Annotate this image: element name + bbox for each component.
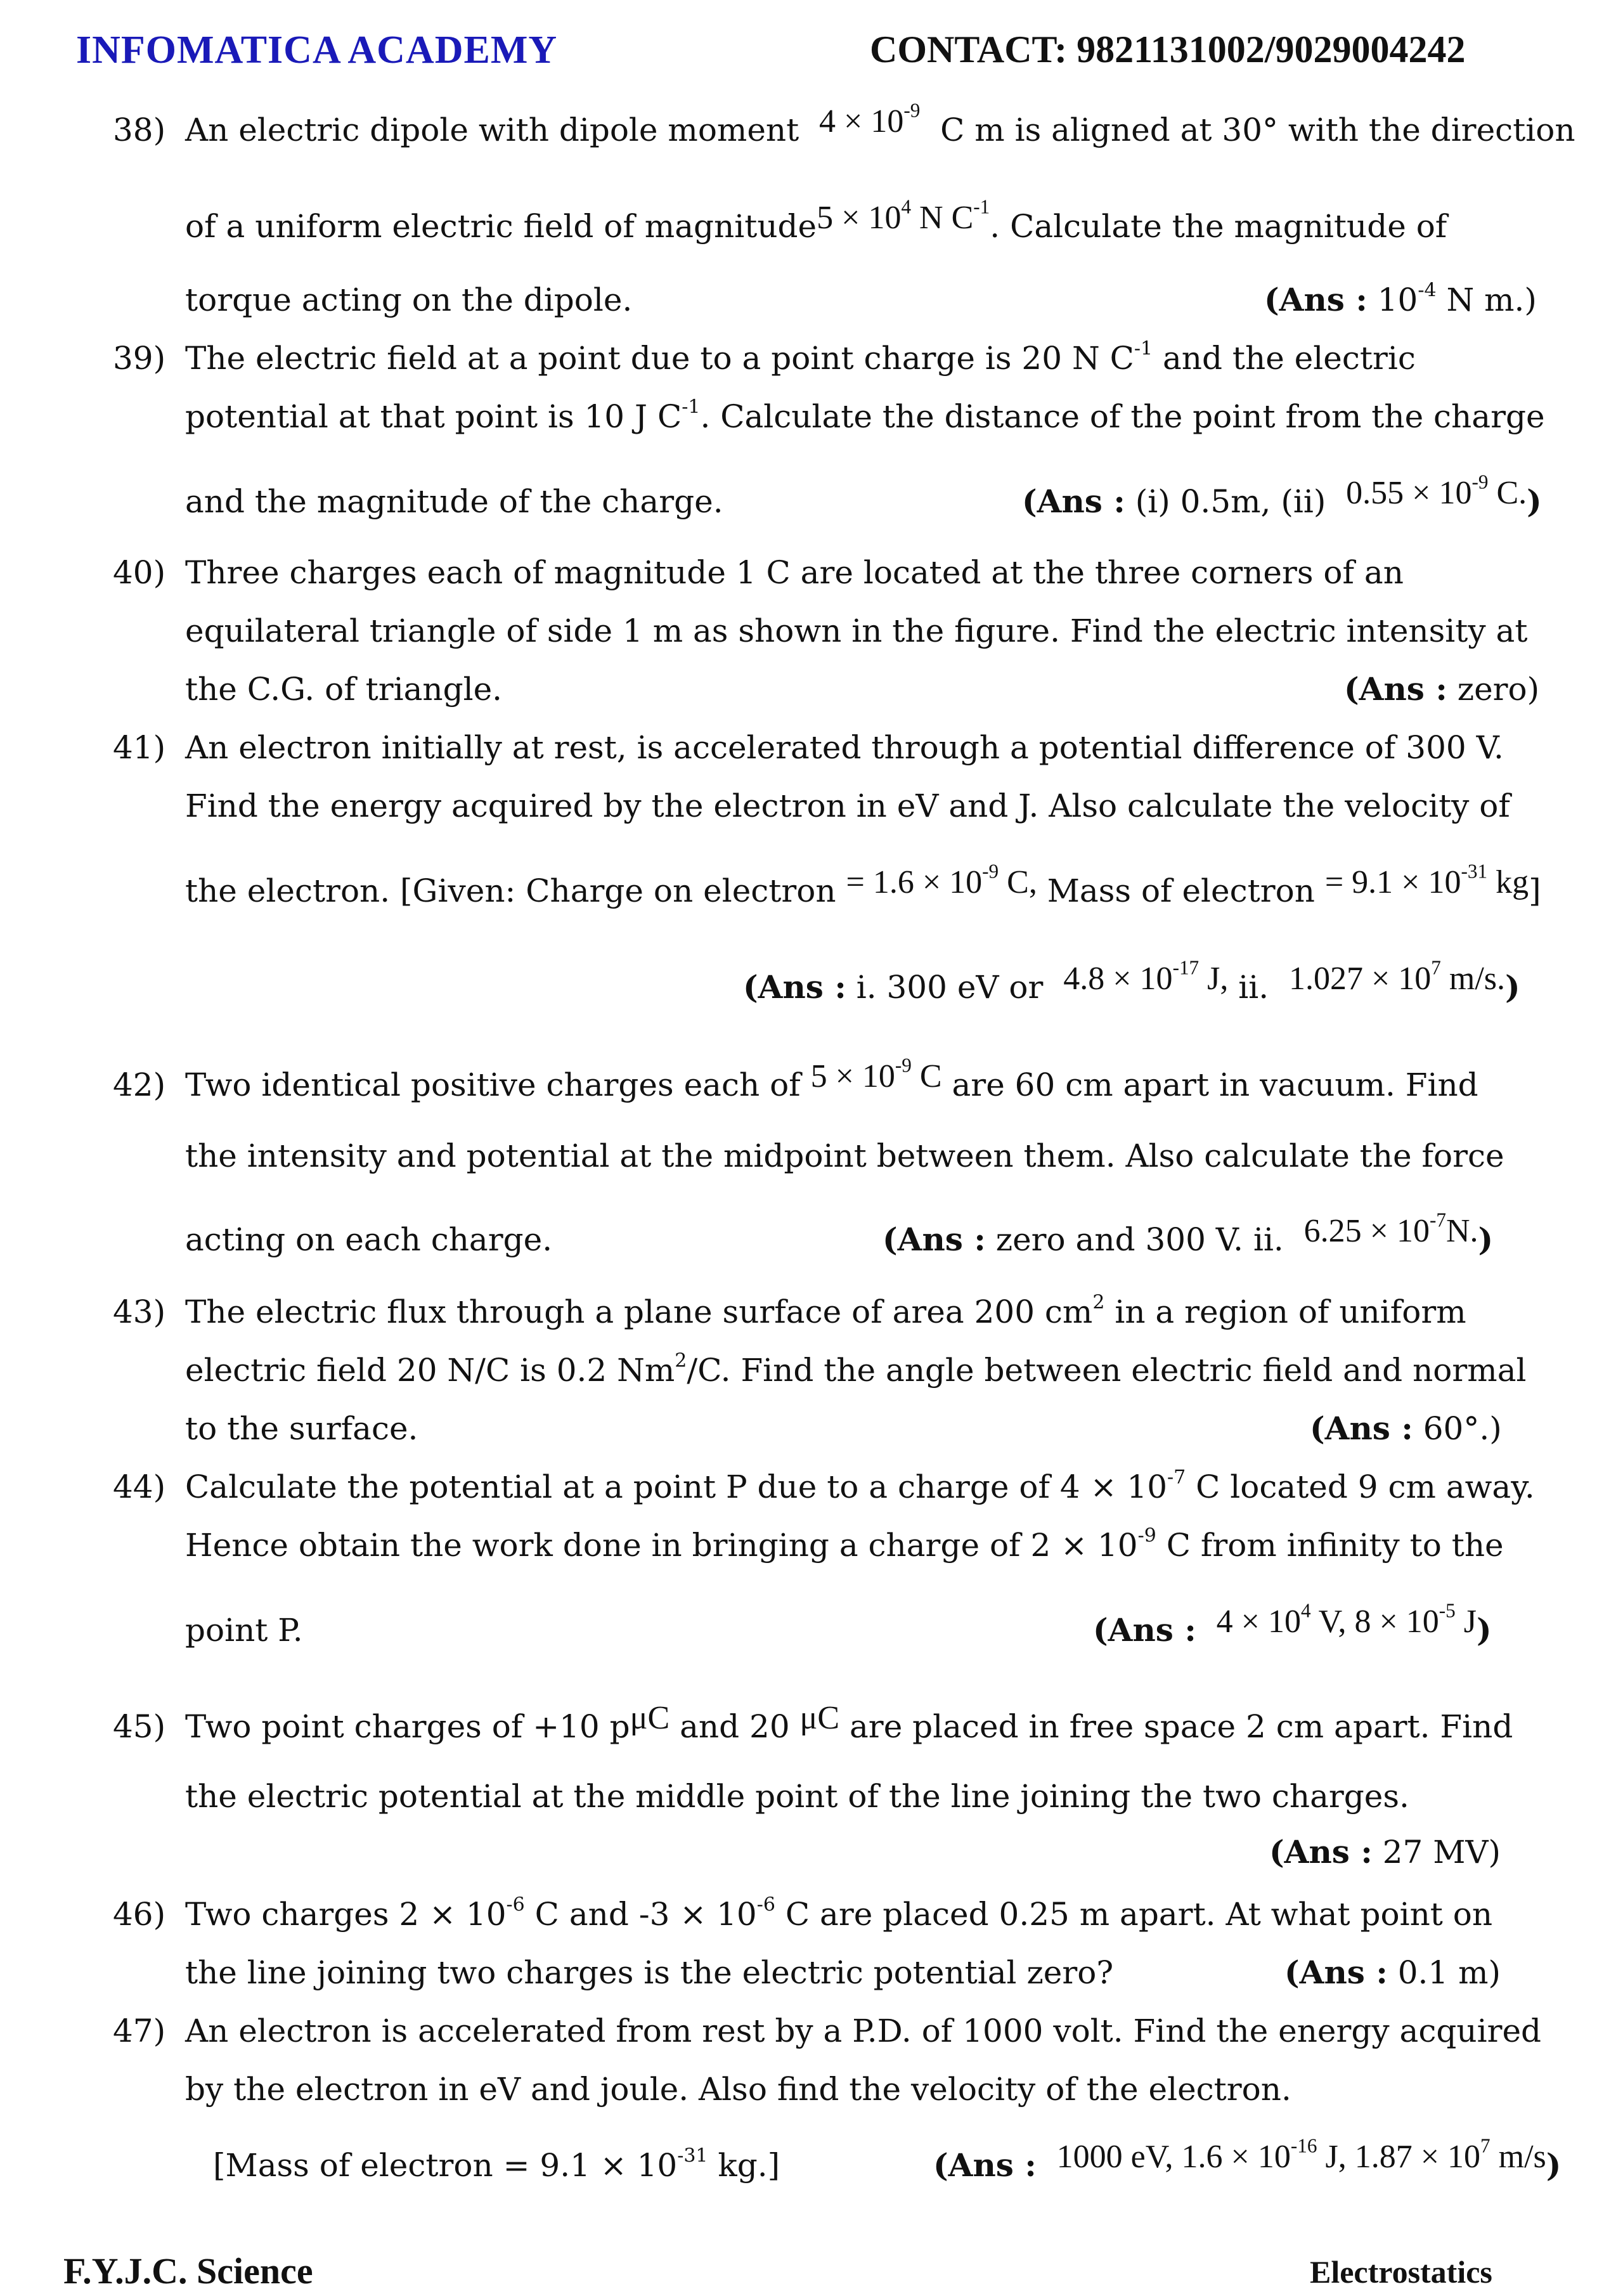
- q41-line-1: An electron initially at rest, is accelerated through a potential difference of 300 V.: [185, 729, 1504, 766]
- q47-line-2: by the electron in eV and joule. Also find the velocity of the electron.: [185, 2071, 1291, 2108]
- q43-answer: (Ans : 60°.): [1310, 1410, 1502, 1447]
- question-number-40: 40): [113, 554, 166, 591]
- q47-line-3: [Mass of electron = $9.1 \times 10^{-31}$ kg.]: [213, 2144, 780, 2184]
- q39-line-2: potential at that point is 10 J $C^{-1}$. Calculate the distance of the point from the charge: [185, 396, 1545, 435]
- question-number-39: 39): [113, 340, 166, 377]
- q40-answer: (Ans : zero): [1344, 670, 1540, 708]
- q45-line-2: the electric potential at the middle point of the line joining the two charges.: [185, 1778, 1409, 1815]
- contact-info: CONTACT: 9821131002/9029004242: [870, 29, 1466, 70]
- q41-line-3: the electron. [Given: Charge on electron = $1.6 \times 10^{-9}$ C, Mass of electron = $9.1 \times 10^{-31}$ kg]: [185, 860, 1541, 909]
- question-number-44: 44): [113, 1469, 166, 1505]
- question-number-45: 45): [113, 1708, 166, 1745]
- q40-line-1: Three charges each of magnitude 1 C are located at the three corners of an: [185, 554, 1404, 591]
- q46-answer: (Ans : 0.1 m): [1284, 1954, 1501, 1991]
- q38-line-1: An electric dipole with dipole moment $4 \times 10^{-9}$ C m is aligned at 30° with the direction: [185, 99, 1575, 148]
- q40-line-3: the C.G. of triangle.: [185, 671, 503, 708]
- footer-chapter: Electrostatics: [1310, 2254, 1492, 2290]
- academy-name: INFOMATICA ACADEMY: [76, 29, 558, 72]
- footer-course: F.Y.J.C. Science: [63, 2250, 313, 2292]
- q39-line-1: The electric field at a point due to a point charge is 20 N $C^{-1}$ and the electric: [185, 337, 1416, 377]
- q41-line-2: Find the energy acquired by the electron in eV and J. Also calculate the velocity of: [185, 788, 1510, 824]
- question-number-43: 43): [113, 1294, 166, 1330]
- q38-line-3: torque acting on the dipole.: [185, 282, 633, 318]
- q45-line-1: Two point charges of +10 pμC and 20 μC are placed in free space 2 cm apart. Find: [185, 1700, 1513, 1745]
- q43-line-1: The electric flux through a plane surface of area 200 $cm^2$ in a region of uniform: [185, 1291, 1466, 1330]
- q40-line-2: equilateral triangle of side 1 m as shown in the figure. Find the electric intensity at: [185, 613, 1528, 649]
- q44-line-2: Hence obtain the work done in bringing a charge of $2 \times 10^{-9}$ C from infinity to the: [185, 1524, 1504, 1564]
- q44-answer: (Ans : $4 \times 10^4$ V, $8 \times 10^{-5}$ J): [1093, 1599, 1492, 1649]
- q42-line-1: Two identical positive charges each of $5 \times 10^{-9}$ C are 60 cm apart in vacuum. Find: [185, 1054, 1478, 1103]
- q46-line-1: Two charges $2 \times 10^{-6}$ C and $-3 \times 10^{-6}$ C are placed 0.25 m apart. At what point on: [185, 1893, 1493, 1933]
- q47-answer: (Ans : 1000 eV, $1.6 \times 10^{-16}$ J, $1.87 \times 10^7$ m/s): [933, 2134, 1562, 2184]
- q39-line-3: and the magnitude of the charge.: [185, 483, 723, 520]
- q38-line-2: of a uniform electric field of magnitude5 × $10^4$ N $C^{-1}$. Calculate the magnitude of: [185, 195, 1447, 245]
- q38-answer: (Ans : $10^{-4}$ N m.): [1264, 279, 1537, 318]
- question-number-42: 42): [113, 1067, 166, 1103]
- q44-line-3: point P.: [185, 1612, 303, 1649]
- q41-answer: (Ans : i. 300 eV or $4.8 \times 10^{-17}$ J, ii. $1.027 \times 10^7$ m/s.): [743, 956, 1520, 1006]
- q42-answer: (Ans : zero and 300 V. ii. $6.25 \times 10^{-7}N$.): [883, 1209, 1494, 1258]
- q44-line-1: Calculate the potential at a point P due to a charge of $4 \times 10^{-7}$ C located 9 cm away.: [185, 1466, 1535, 1505]
- q39-answer: (Ans : (i) 0.5m, (ii) $0.55 \times 10^{-9}$ C.): [1022, 470, 1542, 520]
- question-number-41: 41): [113, 729, 166, 766]
- q43-line-3: to the surface.: [185, 1410, 418, 1447]
- q45-answer: (Ans : 27 MV): [1269, 1833, 1501, 1871]
- q47-line-1: An electron is accelerated from rest by a P.D. of 1000 volt. Find the energy acquired: [185, 2013, 1542, 2049]
- q43-line-2: electric field 20 N/C is 0.2 Nm$^2$/C. Find the angle between electric field and normal: [185, 1349, 1527, 1389]
- q42-line-2: the intensity and potential at the midpoint between them. Also calculate the force: [185, 1138, 1504, 1174]
- question-number-47: 47): [113, 2013, 166, 2049]
- question-number-46: 46): [113, 1896, 166, 1933]
- q46-line-2: the line joining two charges is the electric potential zero?: [185, 1954, 1114, 1991]
- q42-line-3: acting on each charge.: [185, 1221, 553, 1258]
- question-number-38: 38): [113, 112, 166, 148]
